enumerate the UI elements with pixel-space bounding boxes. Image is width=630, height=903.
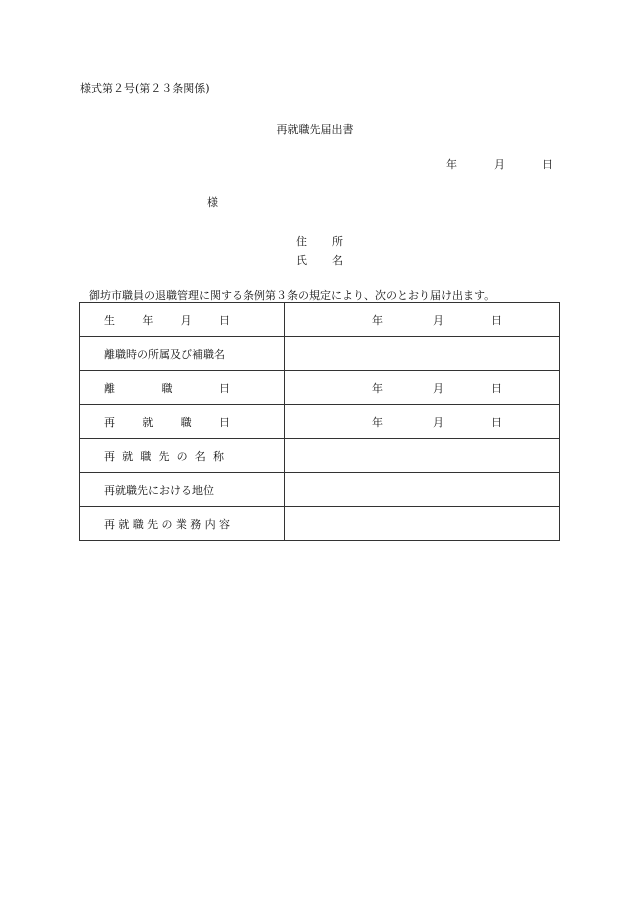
row-label-new-position: 再就職先における地位 xyxy=(80,473,285,507)
row-label-retirement-date: 離 職 日 xyxy=(80,371,285,405)
job-description-field[interactable] xyxy=(285,507,560,541)
date-month-label: 月 xyxy=(494,158,505,171)
row-label-reemployment-date: 再 就 職 日 xyxy=(80,405,285,439)
retirement-date-field[interactable]: 年 月 日 xyxy=(285,371,560,405)
row-label-birthdate: 生 年 月 日 xyxy=(80,303,285,337)
department-position-field[interactable] xyxy=(285,337,560,371)
info-table xyxy=(79,302,560,541)
row-label-employer-name: 再 就 職 先 の 名 称 xyxy=(80,439,285,473)
employer-name-field[interactable] xyxy=(285,439,560,473)
name-label: 氏 名 xyxy=(296,254,343,267)
table-row xyxy=(80,371,560,405)
document-title: 再就職先届出書 xyxy=(276,123,354,136)
date-day-label: 日 xyxy=(542,158,553,171)
addressee-suffix: 様 xyxy=(207,196,218,209)
birthdate-field[interactable]: 年 月 日 xyxy=(285,303,560,337)
reemployment-date-field[interactable]: 年 月 日 xyxy=(285,405,560,439)
address-label: 住 所 xyxy=(296,235,343,248)
table-row xyxy=(80,473,560,507)
table-row xyxy=(80,337,560,371)
table-row xyxy=(80,439,560,473)
date-year-label: 年 xyxy=(446,158,457,171)
table-row xyxy=(80,405,560,439)
new-position-field[interactable] xyxy=(285,473,560,507)
form-number: 様式第２号(第２３条関係) xyxy=(80,82,210,95)
row-label-department-position: 離職時の所属及び補職名 xyxy=(80,337,285,371)
table-row xyxy=(80,303,560,337)
statement-text: 御坊市職員の退職管理に関する条例第３条の規定により、次のとおり届け出ます。 xyxy=(89,289,496,302)
row-label-job-description: 再 就 職 先 の 業 務 内 容 xyxy=(80,507,285,541)
table-row xyxy=(80,507,560,541)
submission-date xyxy=(446,156,553,172)
